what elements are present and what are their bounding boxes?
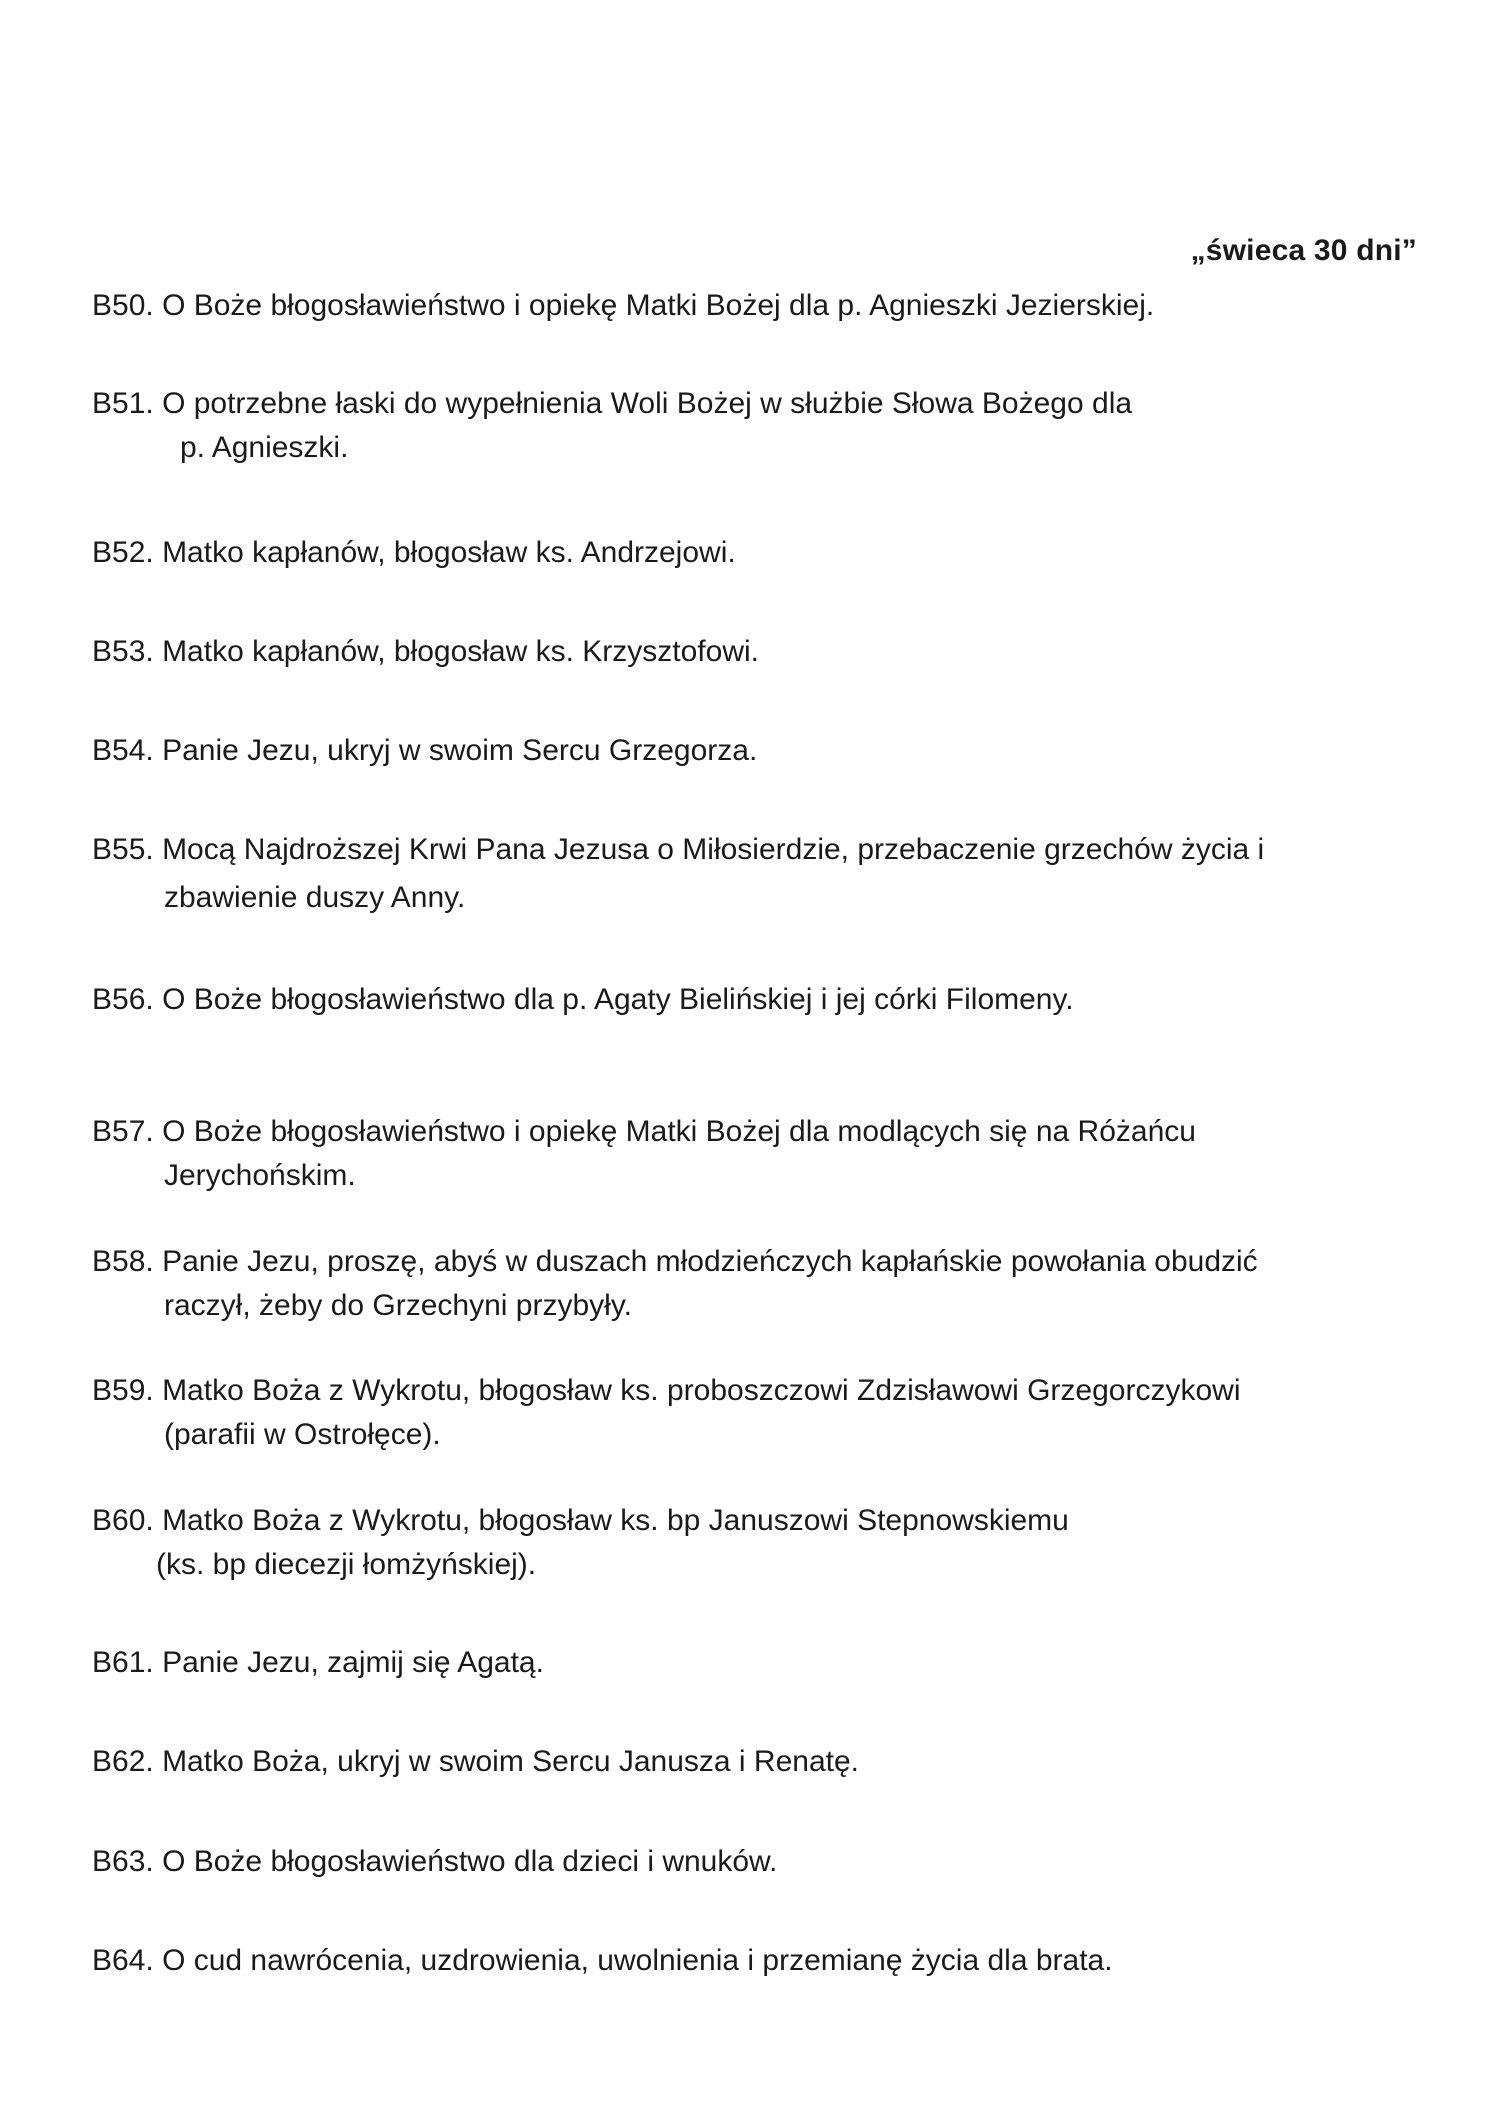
entry-code: B51. (92, 387, 154, 420)
entry-code: B62. (92, 1745, 154, 1778)
page-title: „świeca 30 dni” (1190, 234, 1417, 267)
intention-entry-b58 (92, 1240, 1258, 1328)
entry-line-1 (92, 1641, 544, 1685)
entry-line-1 (92, 284, 1154, 328)
entry-line-1 (92, 729, 757, 773)
intention-entry-b64 (92, 1939, 1113, 1983)
entry-line-1 (92, 1369, 1240, 1413)
entry-text: O Boże błogosławieństwo i opiekę Matki Bożej dla modlących się na Różańcu (162, 1115, 1196, 1148)
entry-code: B54. (92, 734, 154, 767)
intention-entry-b61 (92, 1641, 544, 1685)
entry-code: B58. (92, 1245, 154, 1278)
entry-line-2: (ks. bp diecezji łomżyńskiej). (156, 1548, 537, 1581)
entry-code: B63. (92, 1845, 154, 1878)
intention-entry-b52 (92, 531, 736, 575)
intention-entry-b57 (92, 1110, 1196, 1198)
entry-text: Matko Boża, ukryj w swoim Sercu Janusza i Renatę. (162, 1745, 860, 1778)
entry-line-1 (92, 531, 736, 575)
entry-code: B52. (92, 536, 154, 569)
entry-text: Mocą Najdroższej Krwi Pana Jezusa o Miłosierdzie, przebaczenie grzechów życia i (162, 833, 1265, 866)
entry-line-2: (parafii w Ostrołęce). (164, 1418, 441, 1451)
entry-line-2: Jerychońskim. (164, 1159, 356, 1192)
intention-entry-b59 (92, 1369, 1240, 1457)
entry-code: B59. (92, 1374, 154, 1407)
entry-line-1 (92, 1840, 777, 1884)
intention-entry-b62 (92, 1740, 859, 1784)
entry-line-1 (92, 630, 759, 674)
entry-text: Panie Jezu, proszę, abyś w duszach młodzieńczych kapłańskie powołania obudzić (162, 1245, 1258, 1278)
intention-entry-b53 (92, 630, 759, 674)
entry-line-1 (92, 1499, 1069, 1543)
entry-code: B50. (92, 289, 154, 322)
entry-code: B55. (92, 833, 154, 866)
intention-entry-b63 (92, 1840, 777, 1884)
intention-entry-b54 (92, 729, 757, 773)
entry-text: Panie Jezu, zajmij się Agatą. (162, 1646, 544, 1679)
entry-line-1 (92, 978, 1074, 1022)
entry-code: B57. (92, 1115, 154, 1148)
entry-code: B60. (92, 1504, 154, 1537)
entry-text: Matko kapłanów, błogosław ks. Andrzejowi. (162, 536, 736, 569)
entry-text: Panie Jezu, ukryj w swoim Sercu Grzegorza. (162, 734, 758, 767)
entry-text: O Boże błogosławieństwo dla p. Agaty Bielińskiej i jej córki Filomeny. (162, 983, 1074, 1016)
entry-line-2: zbawienie duszy Anny. (164, 881, 466, 914)
entry-text: O cud nawrócenia, uzdrowienia, uwolnienia i przemianę życia dla brata. (162, 1944, 1113, 1977)
intention-entry-b56 (92, 978, 1074, 1022)
entry-line-1 (92, 1240, 1258, 1284)
entry-text: Matko Boża z Wykrotu, błogosław ks. bp Januszowi Stepnowskiemu (162, 1504, 1069, 1537)
entry-code: B53. (92, 635, 154, 668)
entry-line-2: raczył, żeby do Grzechyni przybyły. (164, 1289, 632, 1322)
entry-line-1 (92, 1740, 859, 1784)
entry-code: B61. (92, 1646, 154, 1679)
intention-entry-b50 (92, 284, 1154, 328)
intention-entry-b51 (92, 382, 1132, 470)
entry-line-1 (92, 1110, 1196, 1154)
intention-entry-b60 (92, 1499, 1069, 1587)
entry-code: B64. (92, 1944, 154, 1977)
entry-line-2: p. Agnieszki. (180, 431, 349, 464)
entry-text: Matko kapłanów, błogosław ks. Krzysztofowi. (162, 635, 759, 668)
entry-line-1 (92, 1939, 1113, 1983)
entry-line-1 (92, 382, 1132, 426)
intention-entry-b55 (92, 828, 1264, 920)
entry-text: Matko Boża z Wykrotu, błogosław ks. proboszczowi Zdzisławowi Grzegorczykowi (162, 1374, 1241, 1407)
entry-code: B56. (92, 983, 154, 1016)
entry-text: O potrzebne łaski do wypełnienia Woli Bożej w służbie Słowa Bożego dla (162, 387, 1133, 420)
entry-text: O Boże błogosławieństwo dla dzieci i wnuków. (162, 1845, 778, 1878)
entry-line-1 (92, 828, 1264, 872)
entry-text: O Boże błogosławieństwo i opiekę Matki Bożej dla p. Agnieszki Jezierskiej. (162, 289, 1155, 322)
